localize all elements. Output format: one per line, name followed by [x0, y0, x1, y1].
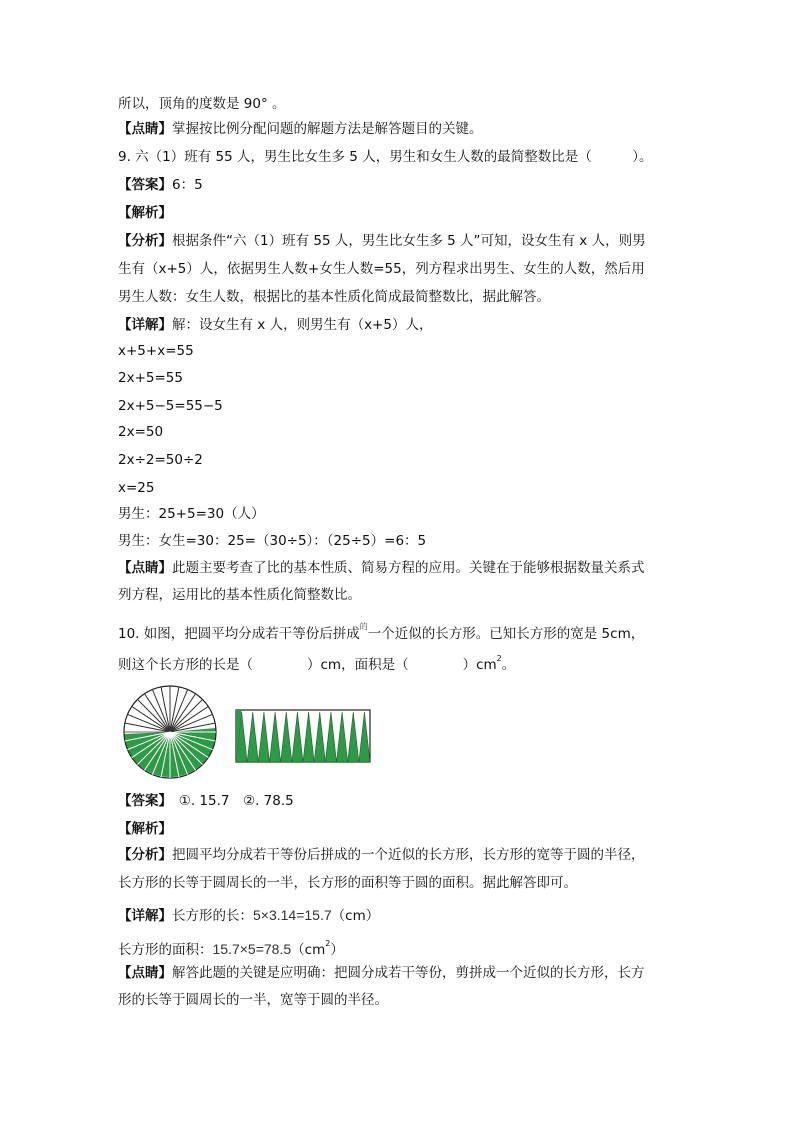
analysis-line	[118, 232, 646, 250]
sector-line	[137, 699, 170, 732]
divided-circle	[124, 686, 216, 778]
circle-to-rectangle-figure	[118, 680, 388, 780]
tag: 【点睛】	[118, 121, 172, 137]
formula: 5×3.14=15.7	[253, 907, 332, 923]
equation: 2x+5=55	[118, 370, 183, 386]
comment-line: 列方程，运用比的基本性质化简整数比。	[118, 587, 361, 603]
tag: 【答案】	[118, 177, 172, 193]
comment-line: 形的长等于圆周长的一半，宽等于圆的半径。	[118, 992, 388, 1008]
tag: 【详解】	[118, 908, 172, 924]
analysis-heading: 【解析】	[118, 205, 172, 221]
comment-line	[118, 964, 645, 982]
text: ①. 15.7 ②. 78.5	[165, 793, 294, 809]
question-9: 9. 六（1）班有 55 人，男生比女生多 5 人，男生和女生人数的最简整数比是（ ）。	[118, 149, 653, 165]
text-line: 所以，顶角的度数是 90° 。	[118, 96, 286, 112]
question-10	[118, 618, 644, 643]
text: 掌握按比例分配问题的解题方法是解答题目的关键。	[172, 121, 483, 137]
text: 根据条件“六（1）班有 55 人，男生比女生多 5 人”可知，设女生有 x 人，则男	[172, 233, 646, 249]
text: 则这个长方形的长是（ ）cm，面积是（ ）cm	[118, 657, 497, 673]
text: 长方形的长：	[172, 908, 253, 924]
answer-10	[118, 792, 294, 810]
detail-line	[118, 316, 432, 334]
tag: 【详解】	[118, 317, 172, 333]
tag: 【答案】	[118, 793, 166, 809]
comment-line	[118, 120, 483, 138]
tag: 【点睛】	[118, 965, 172, 981]
approx-rectangle	[236, 710, 370, 762]
text: 此题主要考查了比的基本性质、简易方程的应用。关键在于能够根据数量关系式	[172, 560, 645, 576]
analysis-heading: 【解析】	[118, 821, 172, 837]
equation: 2x+5−5=55−5	[118, 398, 223, 414]
equation: x=25	[118, 480, 155, 496]
detail-line	[118, 935, 344, 959]
text: 解答此题的关键是应明确：把圆分成若干等份，剪拼成一个近似的长方形，长方	[172, 965, 645, 981]
equation: x+5+x=55	[118, 343, 194, 359]
tag: 【分析】	[118, 233, 172, 249]
text: 的	[359, 622, 368, 631]
detail-line	[118, 906, 379, 925]
answer-9	[118, 176, 203, 194]
sector-line	[170, 699, 203, 732]
unit: （cm	[291, 942, 326, 958]
text: 一个近似的长方形。已知长方形的宽是 5cm，	[367, 626, 645, 642]
question-10	[118, 650, 515, 674]
tag: 【点睛】	[118, 560, 172, 576]
equation: 2x÷2=50÷2	[118, 452, 203, 468]
unit: （cm）	[331, 908, 380, 924]
text: 10. 如图，把圆平均分成若干等份后拼成	[118, 626, 360, 642]
text: 解：设女生有 x 人，则男生有（x+5）人，	[172, 317, 433, 333]
analysis-line: 生有（x+5）人，依据男生人数+女生人数=55，列方程求出男生、女生的人数，然后用	[118, 261, 645, 277]
tag: 【分析】	[118, 847, 172, 863]
superscript: 2	[325, 939, 331, 948]
analysis-line: 男生人数：女生人数，根据比的基本性质化简成最简整数比，据此解答。	[118, 289, 550, 305]
formula: 15.7×5=78.5	[212, 941, 292, 957]
equation: 2x=50	[118, 424, 164, 440]
text: 长方形的面积：	[118, 942, 213, 958]
equation: 男生：25+5=30（人）	[118, 506, 265, 522]
text: 。	[501, 657, 516, 673]
analysis-line: 长方形的长等于圆周长的一半，长方形的面积等于圆的面积。据此解答即可。	[118, 875, 577, 891]
equation: 男生：女生=30：25=（30÷5）：（25÷5）=6：5	[118, 533, 427, 549]
text: 把圆平均分成若干等份后拼成的一个近似的长方形，长方形的宽等于圆的半径，	[172, 847, 645, 863]
comment-line	[118, 559, 645, 577]
unit: ）	[330, 942, 344, 958]
superscript: 2	[496, 654, 502, 663]
text: 6：5	[172, 177, 203, 193]
analysis-line	[118, 846, 645, 864]
